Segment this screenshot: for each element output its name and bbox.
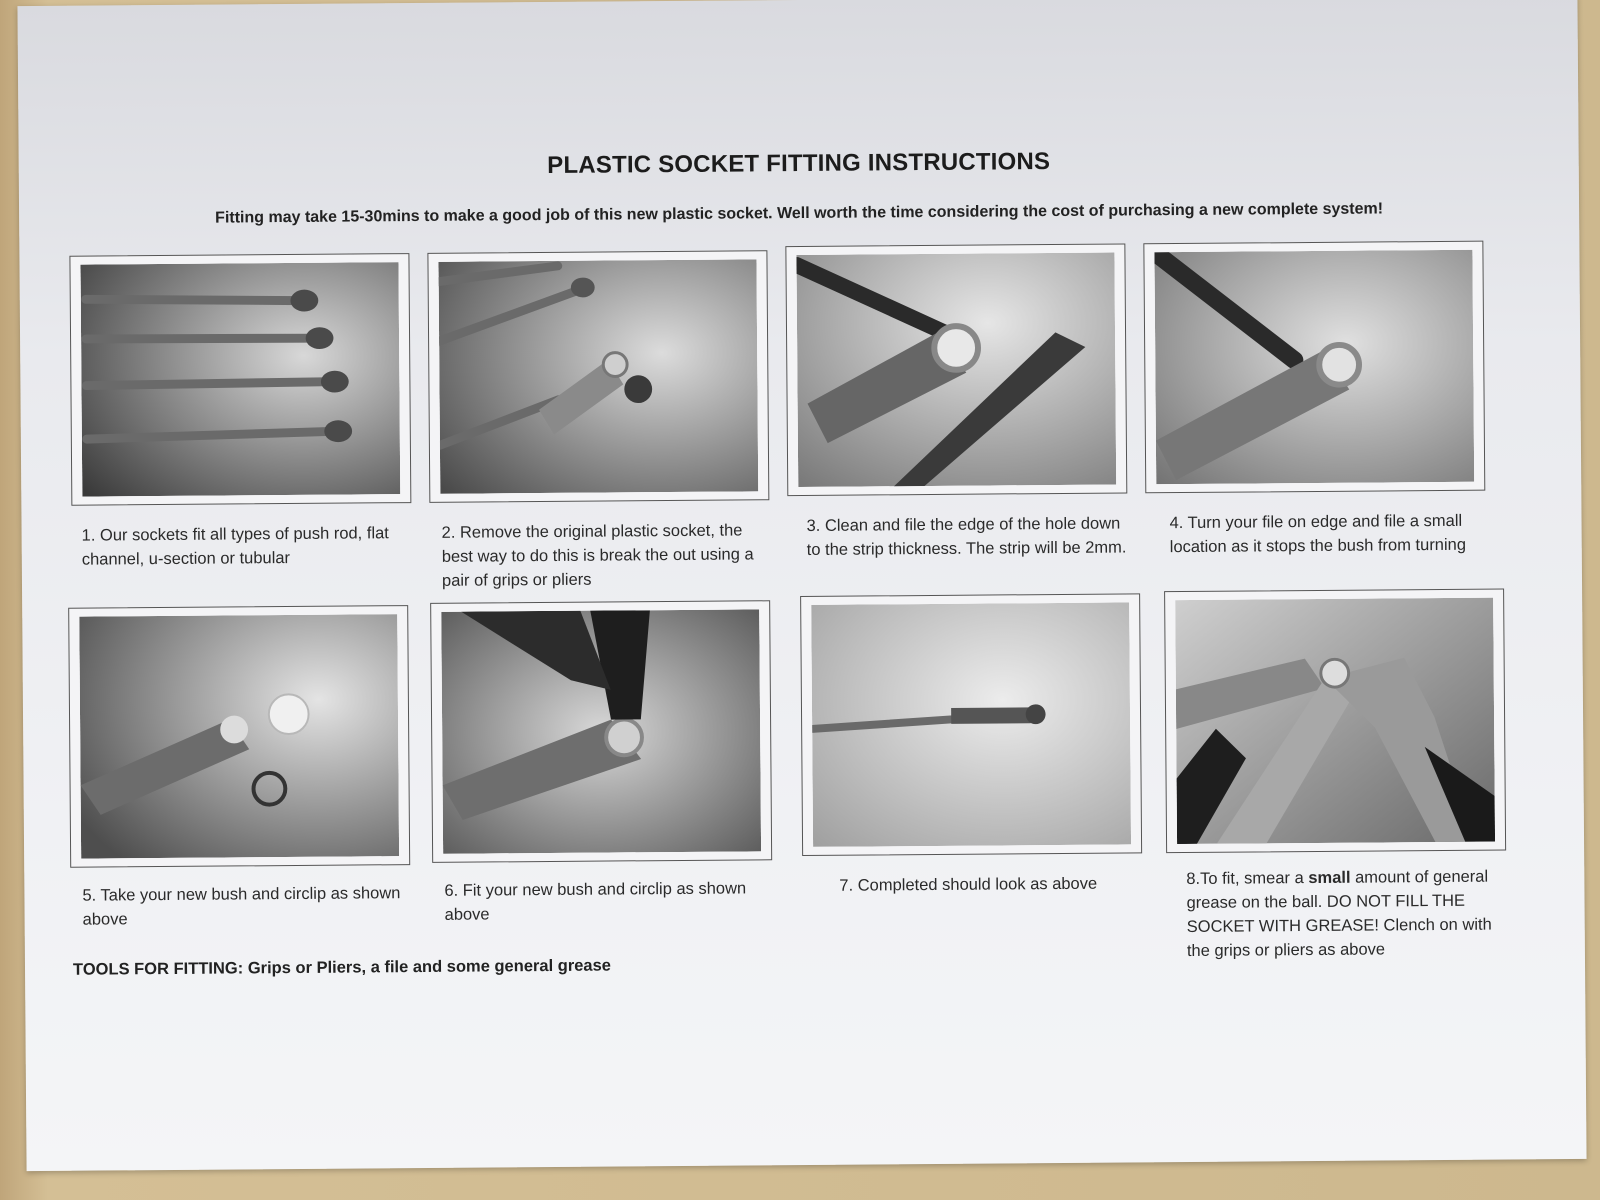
step-8-caption-lead: 8.To fit, smear a [1186, 869, 1309, 888]
page-title: PLASTIC SOCKET FITTING INSTRUCTIONS [547, 148, 1051, 179]
step-1-photo-frame [69, 253, 411, 506]
step-8-caption-rest: amount of general grease on the ball. DO NOT FILL THE SOCKET WITH GREASE! Clench on with the grips or pliers as above [1186, 867, 1492, 960]
step-8-photo-frame [1164, 588, 1506, 853]
step-3-photo-frame [785, 243, 1127, 496]
bush-and-circlip-photo [79, 614, 399, 858]
completed-rod-photo [811, 602, 1131, 846]
step-4-photo-frame [1143, 241, 1485, 494]
fitting-circlip-photo [441, 609, 761, 853]
step-2-caption: 2. Remove the original plastic socket, the best way to do this is break the out using a pair of grips or pliers [441, 521, 754, 590]
step-7-caption: 7. Completed should look as above [839, 874, 1098, 895]
step-6-caption: 6. Fit your new bush and circlip as shown above [444, 879, 747, 924]
step-8-caption-emphasis: small [1308, 868, 1351, 888]
filing-hole-photo [796, 253, 1116, 487]
tools-for-fitting-note: TOOLS FOR FITTING: Grips or Pliers, a file and some general grease [72, 956, 611, 979]
step-5-photo-frame [68, 605, 410, 868]
step-2-photo-frame [427, 250, 769, 503]
step-4-caption: 4. Turn your file on edge and file a small location as it stops the bush from turning [1169, 511, 1467, 557]
step-6-photo-frame [430, 600, 772, 863]
grips-clenching-photo [1175, 598, 1495, 844]
step-8-caption [1186, 864, 1517, 963]
push-rods-photo [80, 262, 400, 496]
step-5-caption: 5. Take your new bush and circlip as shown above [82, 884, 401, 929]
filing-location-photo [1154, 250, 1474, 484]
page-subtitle: Fitting may take 15-30mins to make a good job of this new plastic socket. Well worth the time considering the cost of purchasing a new complete system! [215, 200, 1384, 227]
step-3-caption: 3. Clean and file the edge of the hole down to the strip thickness. The strip will be 2mm. [806, 514, 1127, 559]
removed-socket-photo [438, 259, 758, 493]
instruction-sheet [17, 0, 1586, 1171]
step-7-photo-frame [800, 593, 1142, 856]
step-1-caption: 1. Our sockets fit all types of push rod, flat channel, u-section or tubular [81, 524, 389, 569]
